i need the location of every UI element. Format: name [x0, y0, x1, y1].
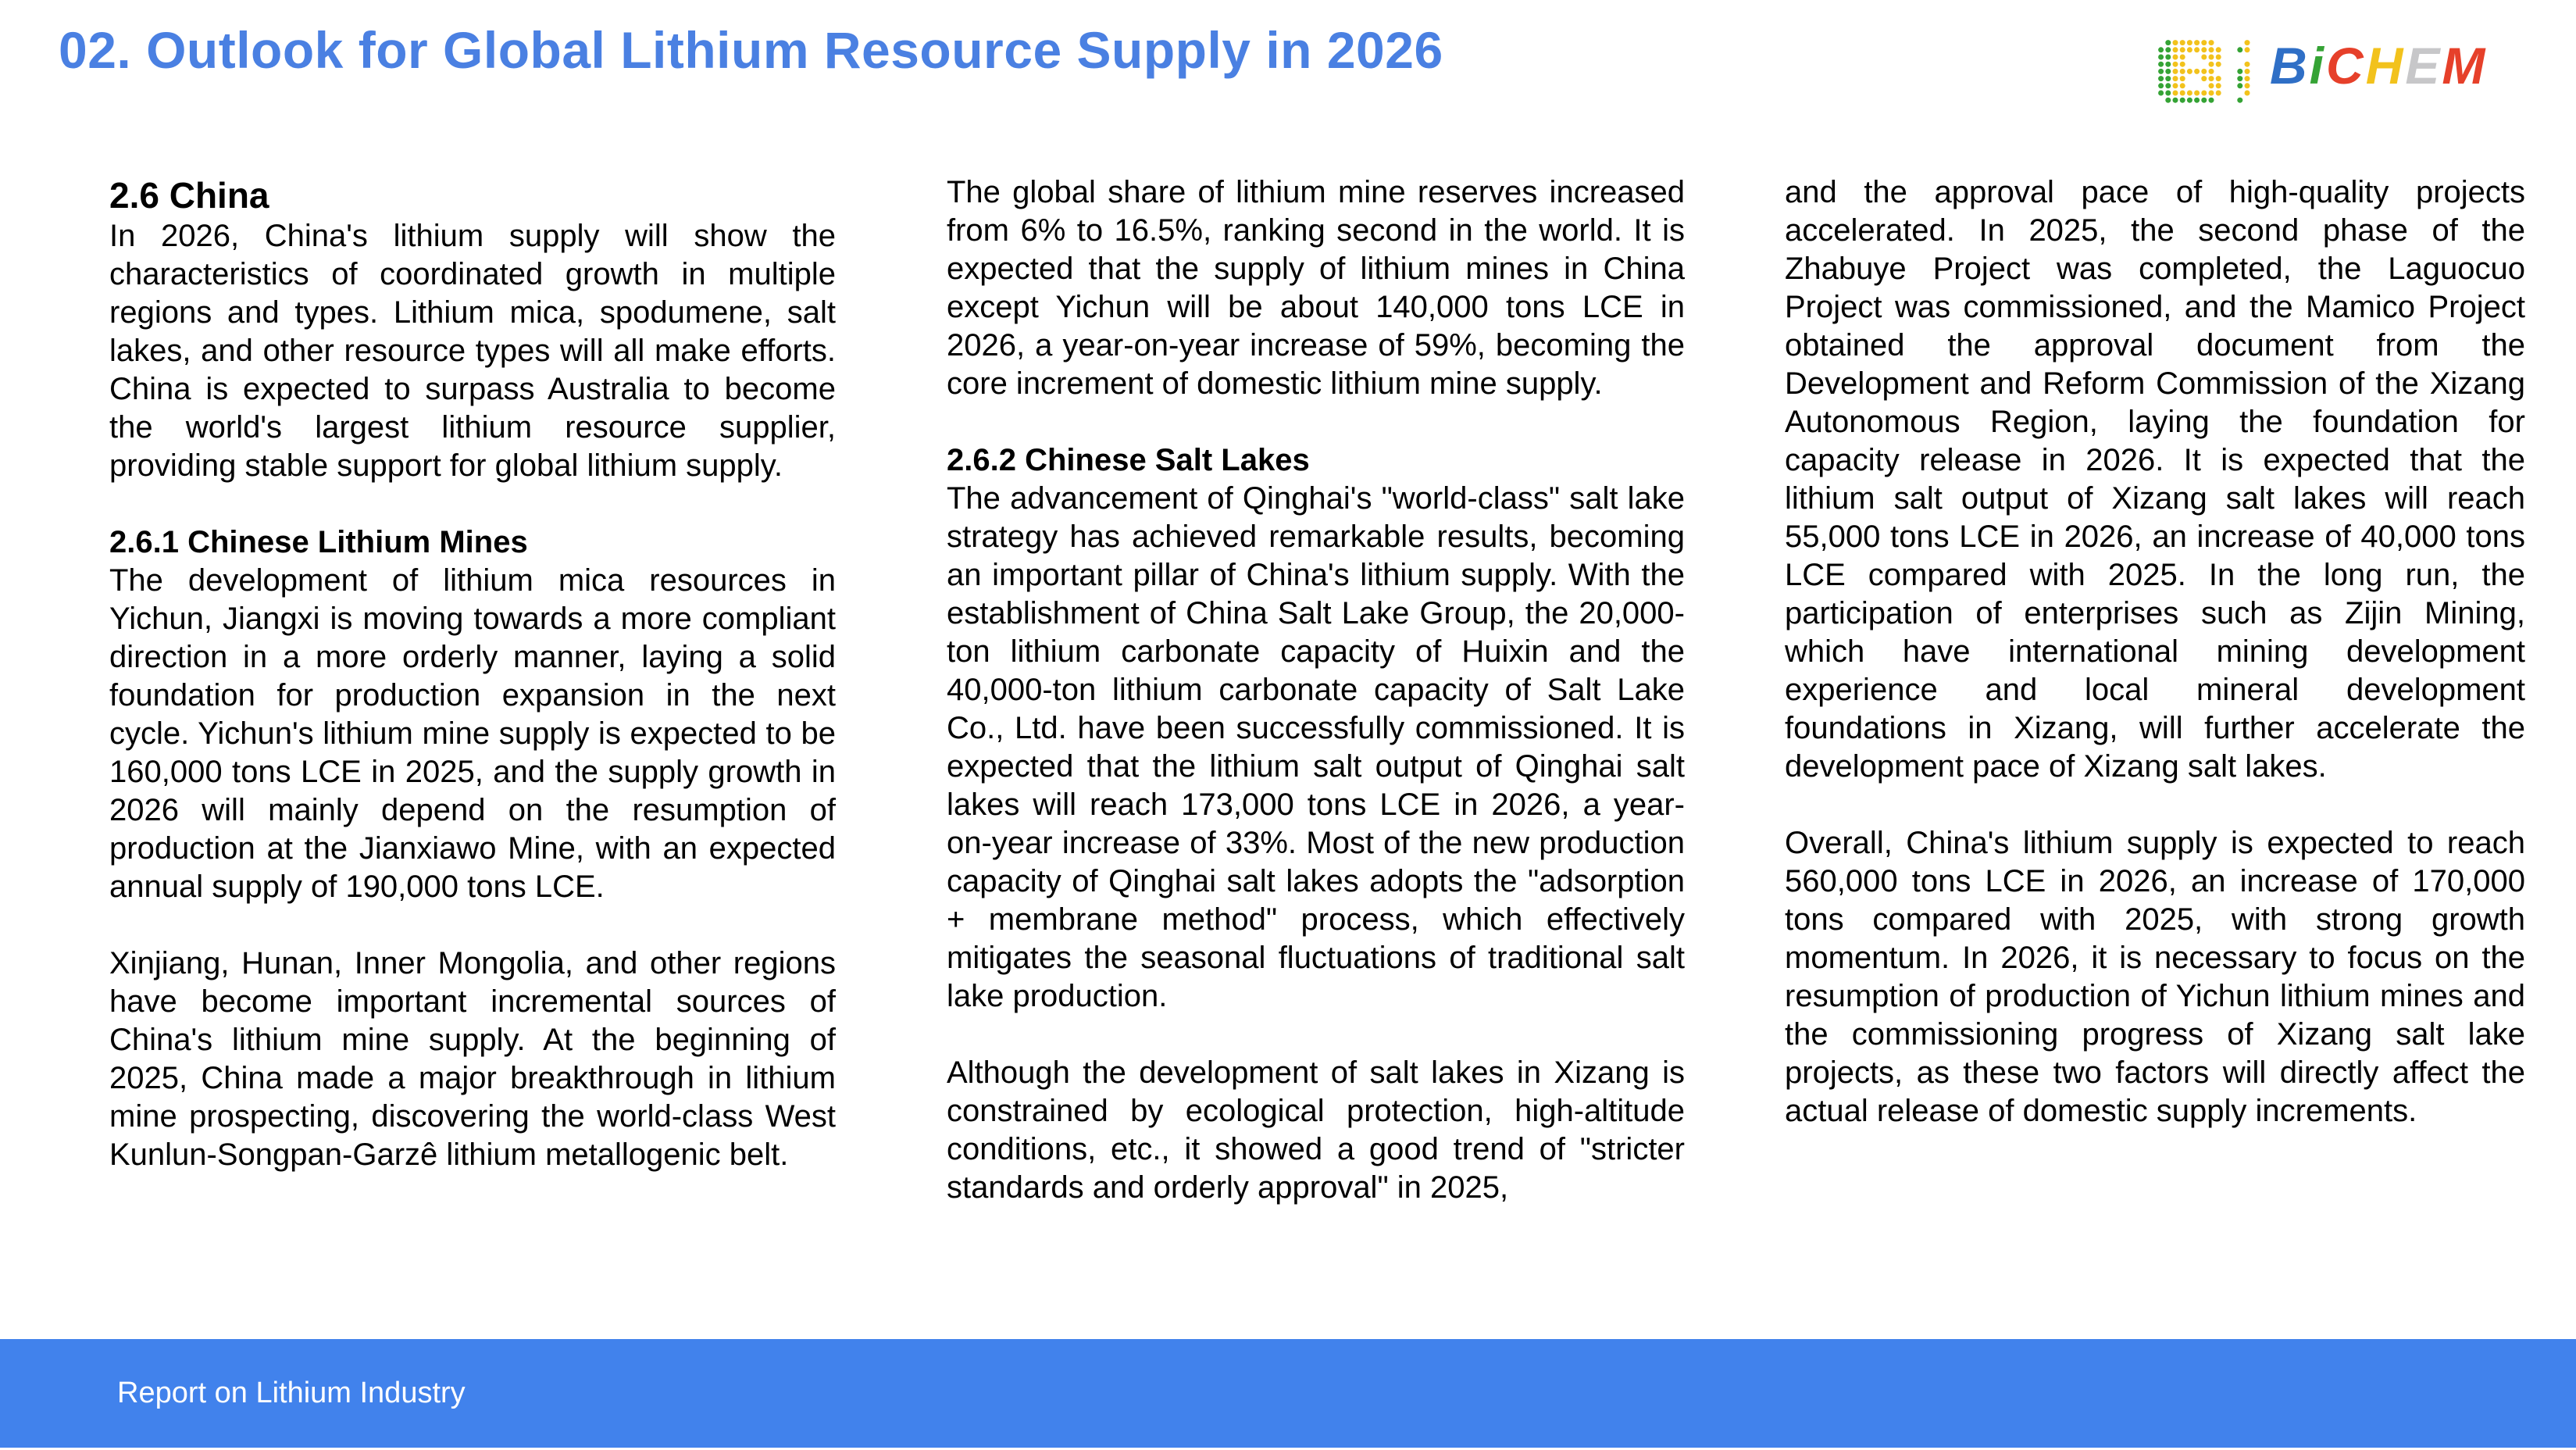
paragraph-china-overview: In 2026, China's lithium supply will show the characteristics of coordinated growth in multiple regions and types. Lithium mica, spodumene, salt lakes, and other resource types will all make efforts. China is expected to surpass Australia to become the world's largest lithium resource supplier, providing stable support for global lithium supply.: [109, 219, 836, 483]
footer-bar: [0, 1339, 2576, 1448]
column-1: [109, 173, 836, 1174]
bichem-logo-text: [2270, 34, 2487, 98]
bichem-logo: [2157, 34, 2487, 108]
logo-letter-m: M: [2442, 37, 2488, 95]
footer-label: Report on Lithium Industry: [117, 1377, 466, 1409]
logo-letter-b: B: [2270, 37, 2310, 95]
paragraph-qinghai-salt-lakes: The advancement of Qinghai's "world-class" salt lake strategy has achieved remarkable results, becoming an important pillar of China's lithium supply. With the establishment of China Salt Lake Group, the 20,000-ton lithium carbonate capacity of Huixin and the 40,000-ton lithium carbonate capacity of Salt Lake Co., Ltd. have been successfully commissioned. It is expected that the lithium salt output of Qinghai salt lakes will reach 173,000 tons LCE in 2026, a year-on-year increase of 33%. Most of the new production capacity of Qinghai salt lakes adopts the "adsorption + membrane method" process, which effectively mitigates the seasonal fluctuations of traditional salt lake production.: [947, 481, 1685, 1013]
logo-letter-e: E: [2405, 37, 2442, 95]
page-title: 02. Outlook for Global Lithium Resource Supply in 2026: [59, 21, 1443, 79]
logo-letter-c: C: [2326, 37, 2366, 95]
section-heading-2-6-2-salt-lakes: 2.6.2 Chinese Salt Lakes: [947, 443, 1310, 477]
section-heading-2-6-china: 2.6 China: [109, 175, 269, 216]
column-2: [947, 173, 1685, 1207]
paragraph-xinjiang-regions: Xinjiang, Hunan, Inner Mongolia, and other regions have become important incremental sources of China's lithium mine supply. At the beginning of 2025, China made a major breakthrough in lithium mine prospecting, discovering the world-class West Kunlun-Songpan-Garzê lithium metallogenic belt.: [109, 946, 836, 1172]
bichem-dot-matrix-icon: [2157, 39, 2251, 108]
paragraph-yichun-mines: The development of lithium mica resources in Yichun, Jiangxi is moving towards a more compliant direction in a more orderly manner, laying a solid foundation for production expansion in the next cycle. Yichun's lithium mine supply is expected to be 160,000 tons LCE in 2025, and the supply growth in 2026 will mainly depend on the resumption of production at the Jianxiawo Mine, with an expected annual supply of 190,000 tons LCE.: [109, 563, 836, 904]
paragraph-xizang-constraints: Although the development of salt lakes in Xizang is constrained by ecological protection, high-altitude conditions, etc., it showed a good trend of "stricter standards and orderly approval" in 2025,: [947, 1055, 1685, 1205]
logo-letter-h: H: [2365, 37, 2406, 95]
paragraph-overall-summary: Overall, China's lithium supply is expected to reach 560,000 tons LCE in 2026, an increase of 170,000 tons compared with 2025, with strong growth momentum. In 2026, it is necessary to focus on the resumption of production of Yichun lithium mines and the commissioning progress of Xizang salt lake projects, as these two factors will directly affect the actual release of domestic supply increments.: [1785, 826, 2525, 1128]
paragraph-xizang-projects: and the approval pace of high-quality projects accelerated. In 2025, the second phase of the Zhabuye Project was completed, the Laguocuo Project was commissioned, and the Mamico Project obtained the approval document from the Development and Reform Commission of the Xizang Autonomous Region, laying the foundation for capacity release in 2026. It is expected that the lithium salt output of Xizang salt lakes will reach 55,000 tons LCE in 2026, an increase of 40,000 tons LCE compared with 2025. In the long run, the participation of enterprises such as Zijin Mining, which have international mining development experience and local mineral development foundations in Xizang, will further accelerate the development pace of Xizang salt lakes.: [1785, 175, 2525, 784]
section-heading-2-6-1-lithium-mines: 2.6.1 Chinese Lithium Mines: [109, 525, 528, 559]
logo-letter-i: i: [2309, 37, 2327, 95]
column-3: [1785, 173, 2525, 1130]
paragraph-global-reserves: The global share of lithium mine reserves increased from 6% to 16.5%, ranking second in the world. It is expected that the supply of lithium mines in China except Yichun will be about 140,000 tons LCE in 2026, a year-on-year increase of 59%, becoming the core increment of domestic lithium mine supply.: [947, 175, 1685, 401]
